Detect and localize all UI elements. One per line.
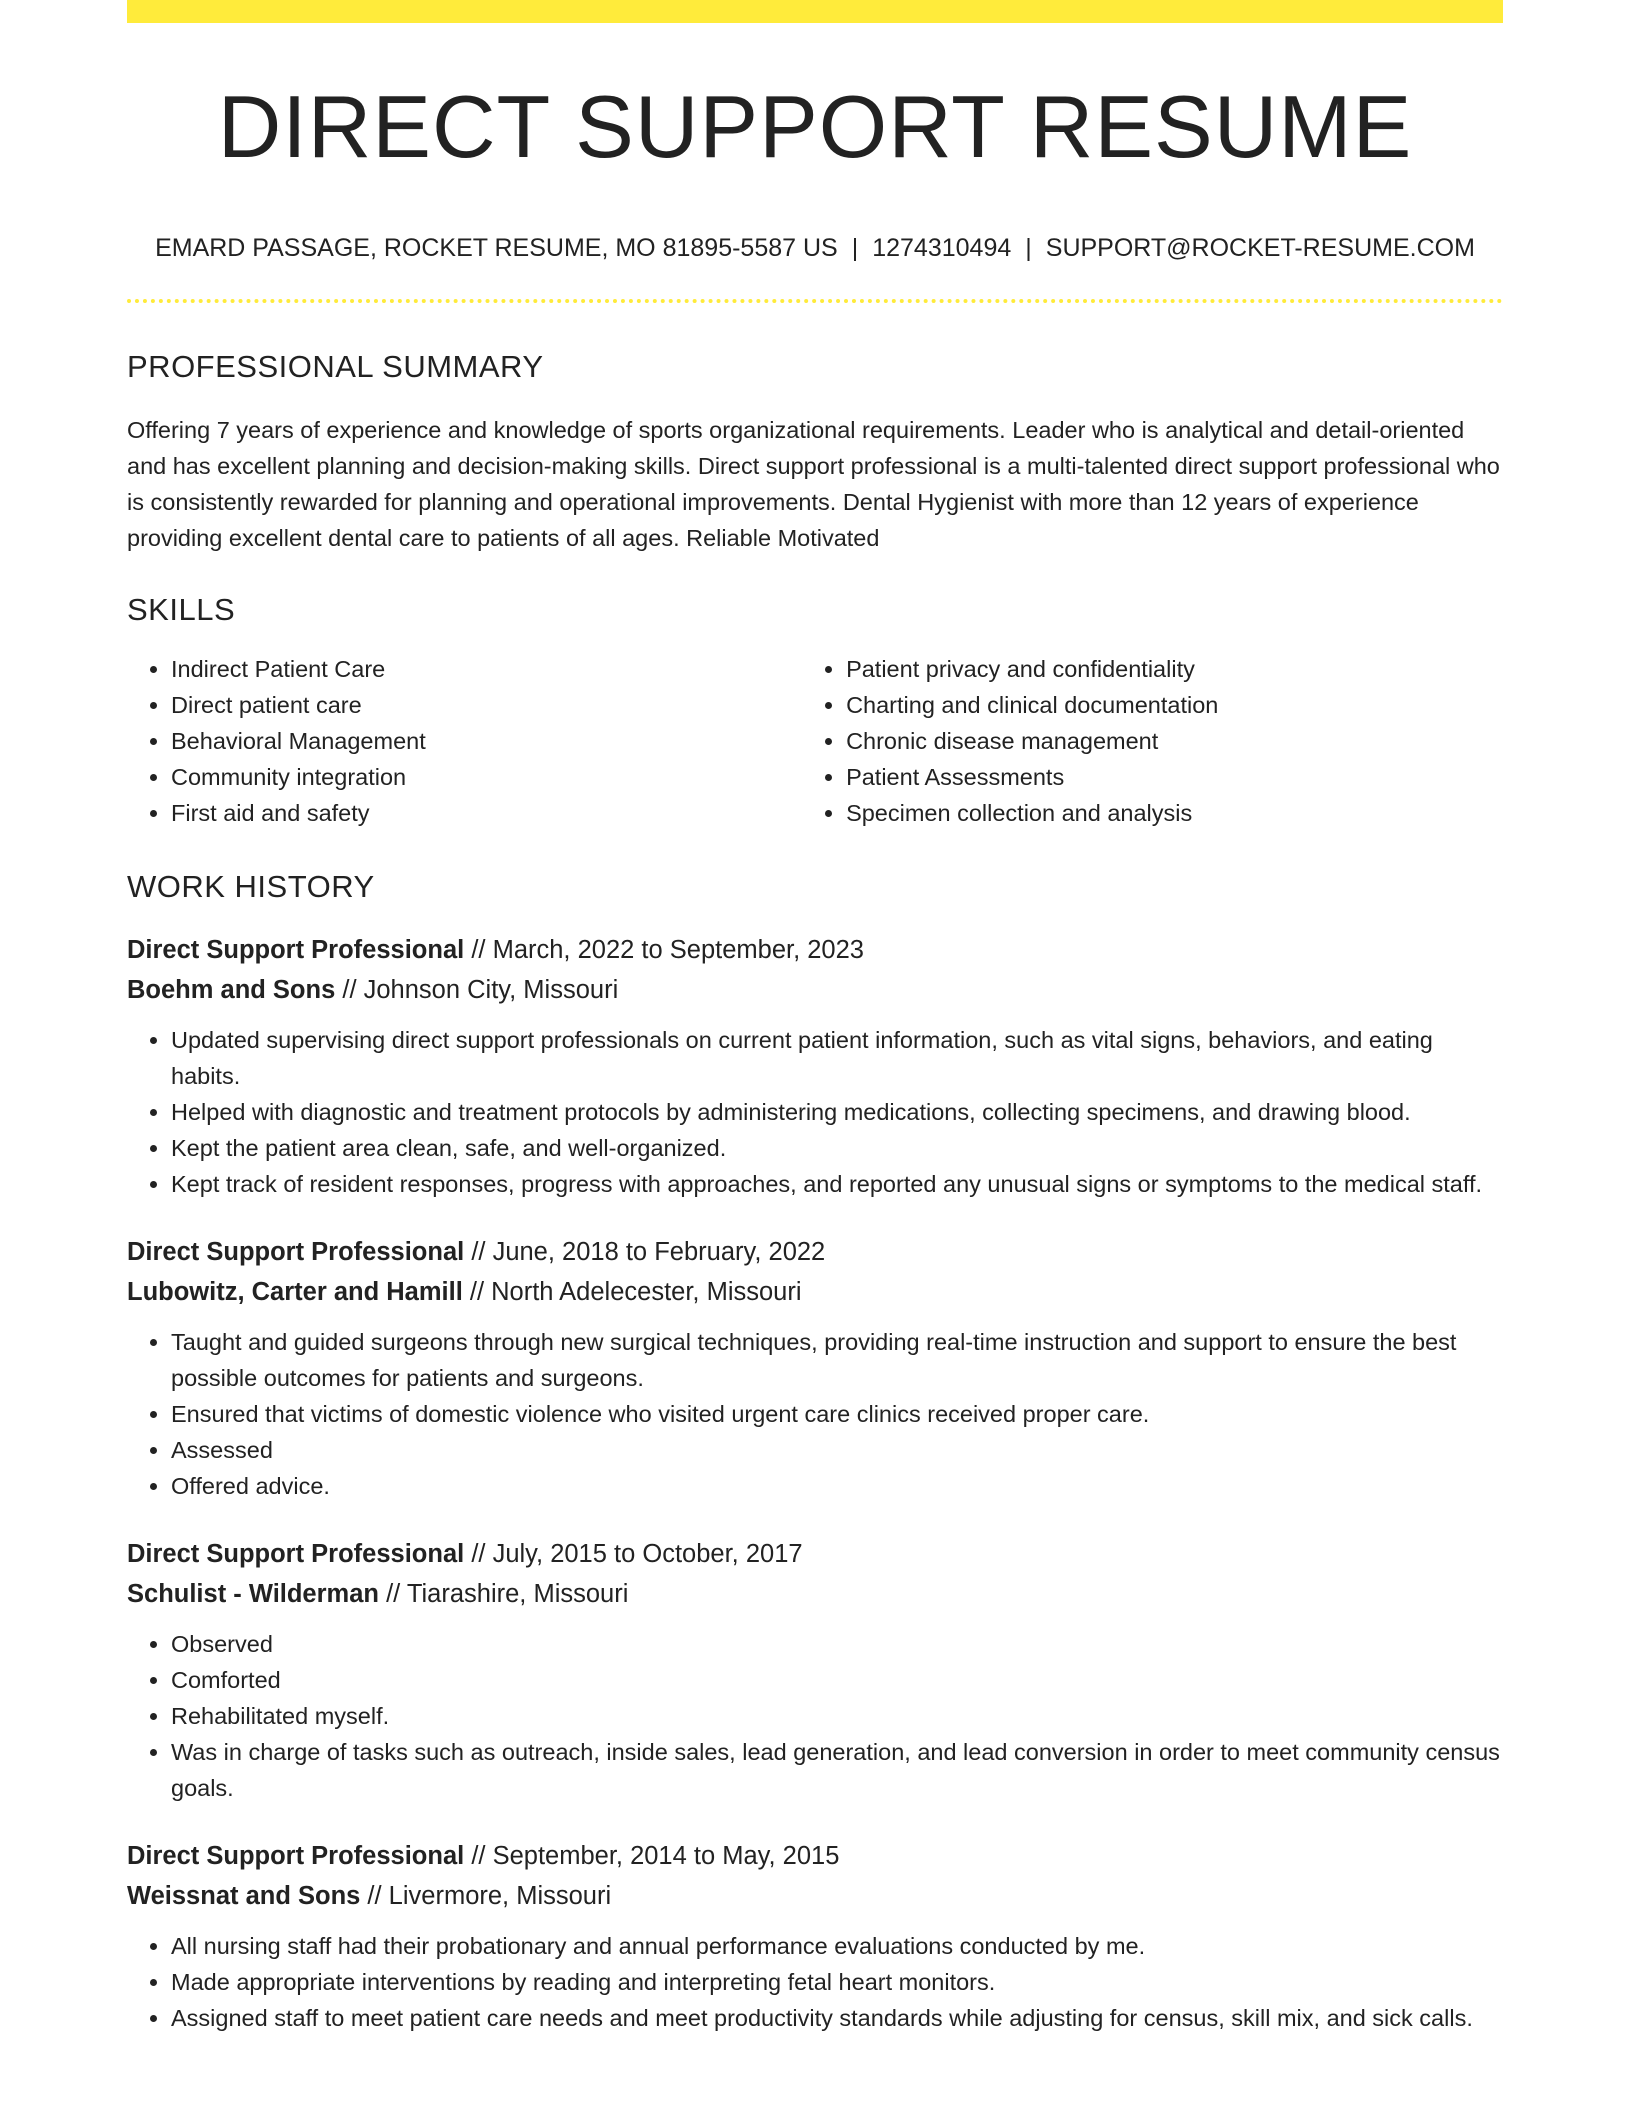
job-location: // Livermore, Missouri <box>360 1882 612 1910</box>
job-duties <box>127 1928 1503 2036</box>
job-role: Direct Support Professional <box>127 1842 465 1870</box>
job-company: Schulist - Wilderman <box>127 1580 379 1608</box>
resume-page <box>127 0 1503 2036</box>
skill-item: • Community integration <box>171 759 802 795</box>
skill-item: • First aid and safety <box>171 795 802 831</box>
work-history-heading: WORK HISTORY <box>127 869 375 904</box>
skills-list <box>127 651 1503 831</box>
job-role-line <box>127 930 1503 970</box>
contact-separator: | <box>1025 234 1032 262</box>
skill-item: • Direct patient care <box>171 687 802 723</box>
job-company: Boehm and Sons <box>127 976 336 1004</box>
contact-separator: | <box>851 234 859 262</box>
skill-item: • Behavioral Management <box>171 723 802 759</box>
job-entry <box>127 1836 1503 2036</box>
job-duty: • Kept track of resident responses, progress with approaches, and reported any unusual signs or symptoms to the medical staff. <box>171 1166 1503 1202</box>
job-duty: • All nursing staff had their probationary and annual performance evaluations conducted by me. <box>171 1928 1503 1964</box>
job-duty: • Helped with diagnostic and treatment protocols by administering medications, collecting specimens, and drawing blood. <box>171 1094 1503 1130</box>
skills-column-left <box>127 651 802 831</box>
job-duty: • Assessed <box>171 1432 1503 1468</box>
job-duty: • Assigned staff to meet patient care needs and meet productivity standards while adjusting for census, skill mix, and sick calls. <box>171 2000 1503 2036</box>
resume-title: DIRECT SUPPORT RESUME <box>217 77 1413 176</box>
skill-item: • Chronic disease management <box>846 723 1503 759</box>
skill-item: • Patient privacy and confidentiality <box>846 651 1503 687</box>
job-duties <box>127 1626 1503 1806</box>
summary-heading: PROFESSIONAL SUMMARY <box>127 349 544 384</box>
job-role-line <box>127 1534 1503 1574</box>
contact-line <box>127 233 1503 263</box>
job-entry <box>127 1232 1503 1504</box>
dotted-divider <box>127 299 1503 303</box>
job-duty: • Observed <box>171 1626 1503 1662</box>
job-duty: • Was in charge of tasks such as outreach, inside sales, lead generation, and lead conversion in order to meet community census goals. <box>171 1734 1503 1806</box>
job-duty: • Offered advice. <box>171 1468 1503 1504</box>
contact-address: EMARD PASSAGE, ROCKET RESUME, MO 81895-5587 US <box>155 234 838 262</box>
job-company-line <box>127 1876 1503 1916</box>
job-location: // Johnson City, Missouri <box>335 976 619 1004</box>
skill-item: • Charting and clinical documentation <box>846 687 1503 723</box>
job-duties <box>127 1022 1503 1202</box>
job-duty: • Comforted <box>171 1662 1503 1698</box>
skills-heading: SKILLS <box>127 592 236 627</box>
job-dates: // March, 2022 to September, 2023 <box>464 936 864 964</box>
job-entry <box>127 1534 1503 1806</box>
job-role: Direct Support Professional <box>127 1540 465 1568</box>
job-duty: • Updated supervising direct support professionals on current patient information, such as vital signs, behaviors, and eating habits. <box>171 1022 1503 1094</box>
job-company: Lubowitz, Carter and Hamill <box>127 1278 463 1306</box>
summary-text: Offering 7 years of experience and knowledge of sports organizational requirements. Leader who is analytical and detail-oriented and has excellent planning and decision-making skills. Direct support professional is a multi-talented direct support professional who is consistently rewarded for planning and operational improvements. Dental Hygienist with more than 12 years of experience providing excellent dental care to patients of all ages. Reliable Motivated <box>127 417 1500 551</box>
skills-column-right <box>802 651 1503 831</box>
job-duty: • Taught and guided surgeons through new surgical techniques, providing real-time instruction and support to ensure the best possible outcomes for patients and surgeons. <box>171 1324 1503 1396</box>
job-dates: // July, 2015 to October, 2017 <box>464 1540 803 1568</box>
job-role-line <box>127 1836 1503 1876</box>
job-dates: // September, 2014 to May, 2015 <box>464 1842 840 1870</box>
accent-top-bar <box>127 0 1503 23</box>
job-company-line <box>127 1574 1503 1614</box>
job-location: // Tiarashire, Missouri <box>378 1580 629 1608</box>
job-company-line <box>127 970 1503 1010</box>
job-duty: • Ensured that victims of domestic violence who visited urgent care clinics received proper care. <box>171 1396 1503 1432</box>
job-location: // North Adelecester, Missouri <box>462 1278 802 1306</box>
job-duty: • Kept the patient area clean, safe, and well-organized. <box>171 1130 1503 1166</box>
job-duty: • Rehabilitated myself. <box>171 1698 1503 1734</box>
job-role: Direct Support Professional <box>127 1238 465 1266</box>
job-company-line <box>127 1272 1503 1312</box>
job-duty: • Made appropriate interventions by reading and interpreting fetal heart monitors. <box>171 1964 1503 2000</box>
skill-item: • Patient Assessments <box>846 759 1503 795</box>
job-dates: // June, 2018 to February, 2022 <box>464 1238 826 1266</box>
contact-phone: 1274310494 <box>872 234 1012 262</box>
job-duties <box>127 1324 1503 1504</box>
job-entry <box>127 930 1503 1202</box>
job-company: Weissnat and Sons <box>127 1882 361 1910</box>
contact-email: SUPPORT@ROCKET-RESUME.COM <box>1045 234 1475 262</box>
skill-item: • Specimen collection and analysis <box>846 795 1503 831</box>
job-role-line <box>127 1232 1503 1272</box>
job-role: Direct Support Professional <box>127 936 465 964</box>
skill-item: • Indirect Patient Care <box>171 651 802 687</box>
